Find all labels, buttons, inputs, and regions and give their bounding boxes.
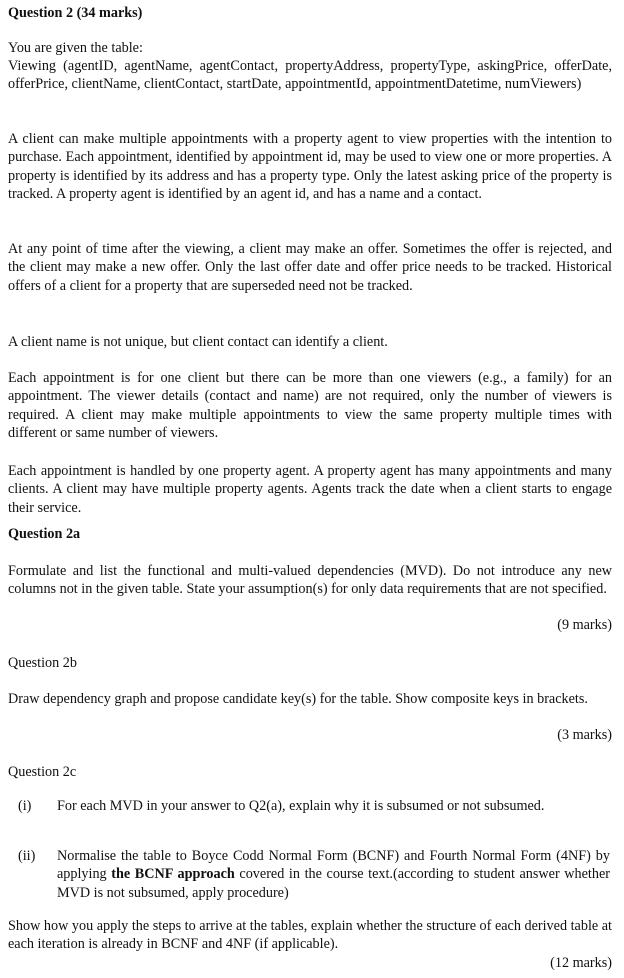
item-text: For each MVD in your answer to Q2(a), explain why it is subsumed or not subsumed.: [57, 798, 545, 814]
question-2b-heading: Question 2b: [8, 655, 77, 671]
paragraph-appointments: A client can make multiple appointments with a property agent to view properties with the intention to purchase. Each appointment, identified by appointment id, may be used to view one or more properties. A property is identified by its address and has a property type. Only the latest asking price of the property is tracked. A property agent is identified by an agent id, and has a name and a contact.: [8, 131, 612, 203]
question-2a-text: Formulate and list the functional and multi-valued dependencies (MVD). Do not introduce any new columns not in the given table. State your assumption(s) for only data requirements that are not specified.: [8, 563, 612, 598]
question-2a-heading: Question 2a: [8, 526, 81, 542]
question-2c-marks: (12 marks): [550, 955, 612, 971]
item-text-part: Normalise the table to Boyce Codd Normal Form (BCNF) and Fourth Normal Form (4NF) by applying: [57, 848, 610, 883]
question-2c-closing: Show how you apply the steps to arrive at the tables, explain whether the structure of each derived table at each iteration is already in BCNF and 4NF (if applicable).: [8, 918, 612, 953]
paragraph-agents: Each appointment is handled by one property agent. A property agent has many appointments and many clients. A client may have multiple property agents. Agents track the date when a client starts to engage their service.: [8, 463, 612, 516]
question-2a-marks: (9 marks): [557, 617, 612, 633]
question-2c-heading: Question 2c: [8, 764, 77, 780]
question-2-heading: Question 2 (34 marks): [8, 5, 143, 21]
table-intro: You are given the table:: [8, 40, 143, 56]
item-number: (ii): [18, 848, 36, 864]
item-text: [57, 847, 610, 902]
item-number: (i): [18, 798, 32, 814]
paragraph-client-name: A client name is not unique, but client contact can identify a client.: [8, 334, 388, 350]
paragraph-viewers: Each appointment is for one client but there can be more than one viewers (e.g., a family) for an appointment. The viewer details (contact and name) are not required, only the number of viewers is required. A client may make multiple appointments to view the same property multiple times with different or same number of viewers.: [8, 370, 612, 442]
paragraph-offers: At any point of time after the viewing, a client may make an offer. Sometimes the offer is rejected, and the client may make a new offer. Only the last offer date and offer price needs to be tracked. Historical offers of a client for a property that are superseded need not be tracked.: [8, 241, 612, 294]
bcnf-approach-emphasis: the BCNF approach: [111, 866, 235, 883]
table-definition: Viewing (agentID, agentName, agentContact, propertyAddress, propertyType, askingPrice, offerDate, offerPrice, clientName, clientContact, startDate, appointmentId, appointmentDatetime, numViewers): [8, 58, 612, 93]
question-2b-marks: (3 marks): [557, 727, 612, 743]
item-text-part: covered in the course text.(according to student answer whether MVD is not subsumed, apply procedure): [57, 866, 610, 901]
question-2b-text: Draw dependency graph and propose candidate key(s) for the table. Show composite keys in brackets.: [8, 691, 588, 707]
